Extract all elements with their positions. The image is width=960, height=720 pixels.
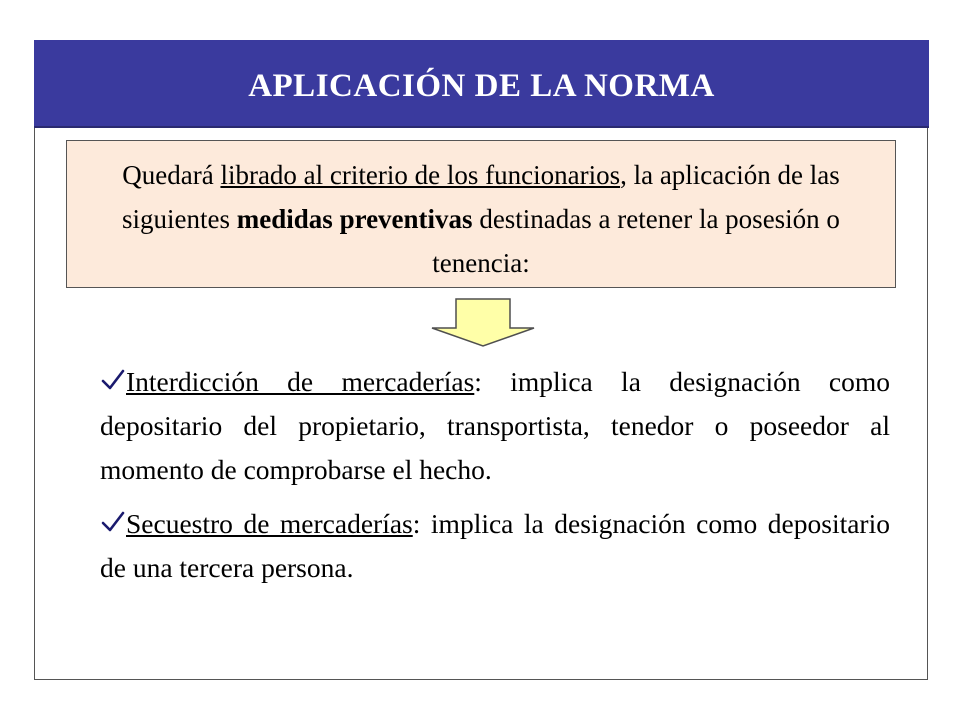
item-description: : implica la designación como depositario del propietario, transportista, tenedor o poseedor al momento de comprobarse el hecho. [100, 366, 891, 485]
item-term: Secuestro de mercaderías [126, 508, 413, 539]
intro-text-bold: medidas preventivas [236, 204, 473, 234]
intro-text-part1: Quedará [122, 160, 221, 190]
list-item-secuestro [100, 502, 890, 590]
item-description: : implica la designación como depositario de una tercera persona. [100, 508, 890, 583]
checkmark-icon [100, 367, 126, 393]
intro-text-part2: , la aplicación de las siguientes [122, 160, 840, 234]
intro-text-underlined: librado al criterio de los funcionarios [220, 160, 621, 190]
item-term: Interdicción de mercaderías [126, 366, 475, 397]
list-item-interdiccion [100, 360, 890, 492]
down-arrow-icon [430, 298, 536, 348]
checkmark-icon [100, 509, 126, 535]
title-bar [34, 40, 929, 128]
intro-box [66, 140, 896, 288]
intro-text-part3: destinadas a retener la posesión o tenencia: [432, 204, 840, 278]
slide-title: APLICACIÓN DE LA NORMA [248, 67, 715, 104]
measures-list [100, 360, 890, 590]
